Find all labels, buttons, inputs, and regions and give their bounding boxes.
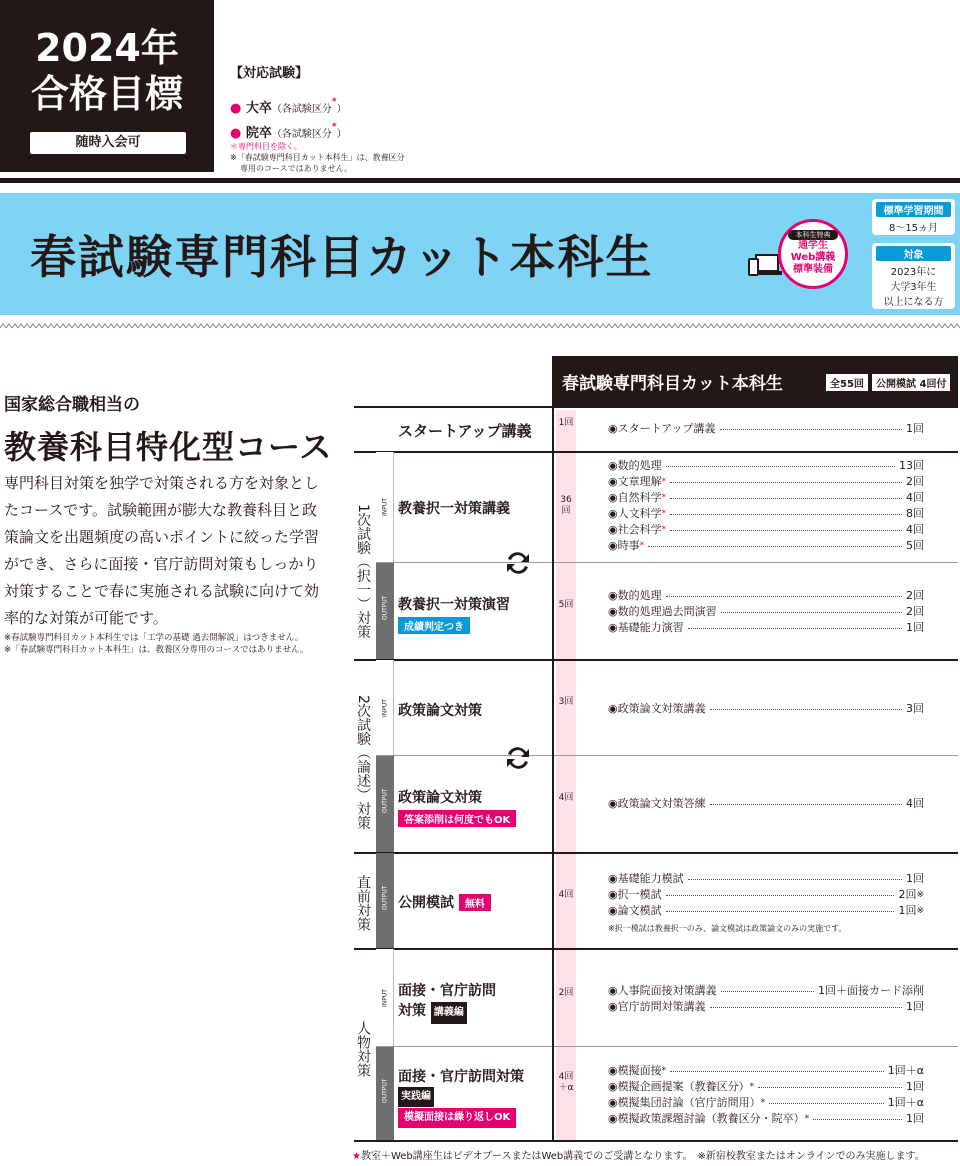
exam-note: ＊専門科目を除く。 (230, 142, 302, 151)
course-name: 面接・官庁訪問対策 実践編 模擬面接は繰り返しOK (398, 1068, 524, 1128)
session-count: 2回 (558, 988, 574, 998)
session-count: 36回 (560, 495, 572, 516)
course-name: 教養択一対策講義 (398, 501, 510, 517)
course-name: 政策論文対策 答案添削は何度でもOK (398, 787, 516, 827)
row-divider (354, 1140, 958, 1142)
item-list: ◉模擬面接* 1回＋α ◉模擬企画提案（教養区分）* 1回 ◉模擬集団討論（官庁訪問用）* 1回＋α ◉模擬政策課題討論（教養区分・院卒）* 1回 (608, 1064, 924, 1125)
goal-label: 合格目標 (30, 72, 183, 116)
row-divider (376, 1046, 958, 1047)
practice-tag: 実践編 (398, 1087, 434, 1107)
section-second-exam: 2次試験（論述）対策 (355, 694, 371, 830)
target-year: 2024年 (35, 26, 179, 70)
bullet-icon: ● (230, 101, 242, 116)
session-count: 4回 (558, 793, 574, 803)
output-tag: OUTPUT (376, 853, 394, 948)
benefit-badge: 本科生特典 通学生 Web講義 標準装備 (778, 219, 848, 289)
mock-interview-pill: 模擬面接は繰り返しOK (398, 1108, 516, 1128)
course-lead: 国家総合職相当の (4, 395, 140, 415)
mock-exams: 公開模試 4回付 (872, 374, 950, 391)
item-list: ◉数的処理 13回 ◉文章理解* 2回 ◉自然科学* 4回 ◉人文科学* 8回 ◉社会科学* 4回 ◉時事* 5回 (608, 459, 924, 552)
header-divider (0, 178, 960, 183)
course-type-title: 教養科目特化型コース (4, 428, 333, 466)
session-count: 3回 (558, 697, 574, 707)
devices-icon (748, 251, 782, 281)
free-pill: 無料 (459, 894, 491, 911)
row-divider (354, 406, 958, 408)
item-list: ◉数的処理 2回 ◉数的処理過去問演習 2回 ◉基礎能力演習 1回 (608, 589, 924, 634)
total-sessions: 全55回 (826, 374, 868, 391)
row-divider (376, 755, 958, 756)
row-divider (354, 451, 958, 453)
item-list: ◉政策論文対策講義 3回 (608, 702, 924, 715)
course-name: スタートアップ講義 (398, 422, 532, 440)
row-divider (354, 852, 958, 854)
course-name: 面接・官庁訪問 対策 講義編 (398, 981, 496, 1024)
section-personal: 人物対策 (355, 1021, 371, 1077)
exam-note: ※「春試験専門科目カット本科生」は、教養区分 (230, 153, 405, 162)
course-name: 政策論文対策 (398, 703, 482, 719)
input-tag: INPUT (376, 660, 394, 755)
table-header (554, 356, 958, 408)
item-list: ◉政策論文対策答練 4回 (608, 797, 924, 810)
row-divider (354, 659, 958, 661)
course-name: 公開模試 無料 (398, 892, 491, 912)
output-tag: OUTPUT (376, 1047, 394, 1140)
zigzag-divider (0, 322, 960, 330)
year-box (0, 0, 214, 172)
course-notes: ※春試験専門科目カット本科生では「工学の基礎 過去問解説」はつきません。 ※「春試験専門科目カット本科生」は、教養区分専用のコースではありません。 (4, 633, 309, 655)
session-count: 4回 (558, 890, 574, 900)
study-period: 標準学習期間 8～15ヵ月 (872, 199, 955, 235)
course-name: 教養択一対策演習 成績判定つき (398, 597, 510, 633)
column-divider (552, 356, 554, 1142)
session-count: 5回 (558, 600, 574, 610)
course-banner (0, 193, 960, 315)
exam-item: ● 大卒（各試験区分*） (230, 97, 347, 116)
bullet-icon: ● (230, 126, 242, 141)
row-divider (376, 562, 958, 563)
footer-note: ★教室＋Web講座生はビデオブースまたはWeb講義でのご受講となります。 ※新宿校教室またはオンラインでのみ実施します。 (352, 1151, 925, 1162)
output-tag: OUTPUT (376, 756, 394, 852)
exam-info (230, 62, 430, 174)
session-count: 1回 (558, 418, 574, 428)
item-list: ◉スタートアップ講義 1回 (608, 422, 924, 435)
section-first-exam: 1次試験（択一）対策 (355, 503, 371, 639)
mock-note: ※択一模試は教養択一のみ、論文模試は政策論文のみの実施です。 (608, 924, 847, 933)
item-list: ◉人事院面接対策講義 1回＋面接カード添削 ◉官庁訪問対策講義 1回 (608, 984, 924, 1013)
row-divider (354, 948, 958, 950)
enroll-tag: 随時入会可 (30, 132, 186, 154)
item-list: ◉基礎能力模試 1回 ◉択一模試 2回※ ◉論文模試 1回※ ※択一模試は教養択一のみ、論文模試は政策論文のみの実施です。 (608, 871, 924, 937)
correction-pill: 答案添削は何度でもOK (398, 810, 516, 827)
output-tag: OUTPUT (376, 563, 394, 659)
section-final: 直前対策 (355, 875, 371, 931)
lecture-tag: 講義編 (431, 1002, 467, 1024)
exam-item: ● 院卒（各試験区分*） (230, 122, 347, 141)
input-output-cycle-icon (500, 740, 536, 776)
input-output-cycle-icon (500, 545, 536, 581)
input-tag: INPUT (376, 949, 394, 1046)
session-count: 4回＋α (558, 1072, 574, 1093)
course-description: 専門科目対策を独学で対策される方を対象としたコースです。試験範囲が膨大な教養科目と政策論文を出題頻度の高いポイントに絞った学習ができ、さらに面接・官庁訪問対策もしっかり対策することで春に実施される試験に向けて効率的な対策が可能です。 (4, 474, 320, 627)
exam-heading: 【対応試験】 (230, 66, 309, 81)
count-column (556, 410, 576, 1140)
target-audience: 対象 2023年に 大学3年生 以上になる方 (872, 243, 955, 309)
grading-pill: 成績判定つき (398, 617, 470, 634)
course-title: 春試験専門科目カット本科生 (30, 230, 654, 284)
exam-note: 専用のコースではありません。 (240, 164, 353, 173)
input-tag: INPUT (376, 452, 394, 562)
table-title: 春試験専門科目カット本科生 (562, 374, 783, 394)
